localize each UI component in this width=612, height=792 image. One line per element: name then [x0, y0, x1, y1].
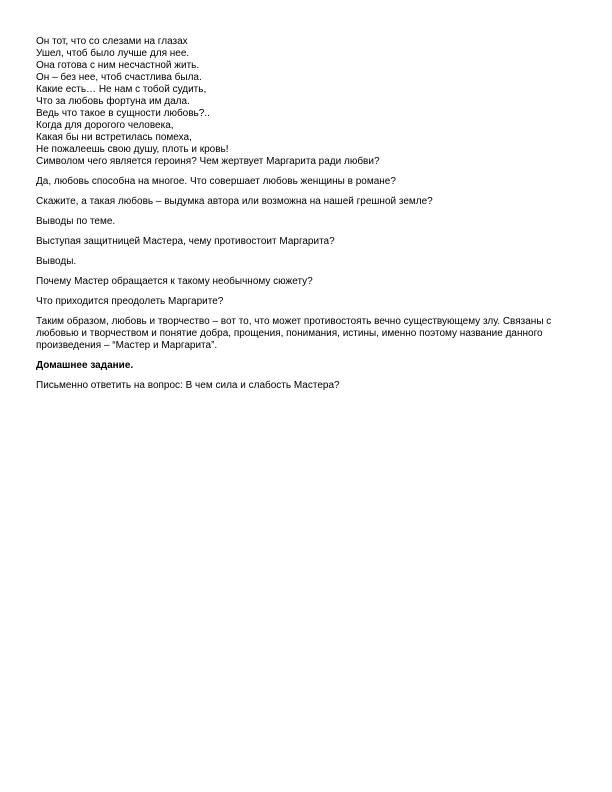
- poem-line: Ушел, чтоб было лучше для нее.: [36, 48, 190, 59]
- homework-heading: Домашнее задание.: [36, 360, 134, 371]
- poem-line: Какая бы ни встретилась помеха,: [36, 132, 192, 143]
- poem-line: Он – без нее, чтоб счастлива была.: [36, 72, 202, 83]
- question-unusual-plot: Почему Мастер обращается к такому необычному сюжету?: [36, 276, 313, 287]
- poem: [36, 36, 576, 156]
- summary-paragraph: Таким образом, любовь и творчество – вот то, что может противостоять вечно существующему злу. Связаны с любовью и творчеством и понятие добра, прощения, понимания, истины, именно поэтому название данного произведения – “Мастер и Маргарита”.: [36, 316, 552, 351]
- poem-line: Не пожалеешь свою душу, плоть и кровь!: [36, 144, 229, 155]
- poem-line: Ведь что такое в сущности любовь?..: [36, 108, 210, 119]
- poem-line: Она готова с ним несчастной жить.: [36, 60, 200, 71]
- question-love-power: Да, любовь способна на многое. Что совершает любовь женщины в романе?: [36, 176, 396, 187]
- poem-line: Когда для дорогого человека,: [36, 120, 174, 131]
- poem-line: Что за любовь фортуна им дала.: [36, 96, 190, 107]
- question-love-real: Скажите, а такая любовь – выдумка автора или возможна на нашей грешной земле?: [36, 196, 433, 207]
- question-overcome: Что приходится преодолеть Маргарите?: [36, 296, 224, 307]
- poem-line: Какие есть… Не нам с тобой судить,: [36, 84, 207, 95]
- question-opposition: Выступая защитницей Мастера, чему противостоит Маргарита?: [36, 236, 335, 247]
- poem-line: Он тот, что со слезами на глазах: [36, 36, 188, 47]
- document-page: [36, 36, 576, 400]
- conclusions-topic: Выводы по теме.: [36, 216, 116, 227]
- conclusions: Выводы.: [36, 256, 77, 267]
- question-symbol: Символом чего является героиня? Чем жертвует Маргарита ради любви?: [36, 156, 380, 167]
- homework-task: Письменно ответить на вопрос: В чем сила и слабость Мастера?: [36, 380, 340, 391]
